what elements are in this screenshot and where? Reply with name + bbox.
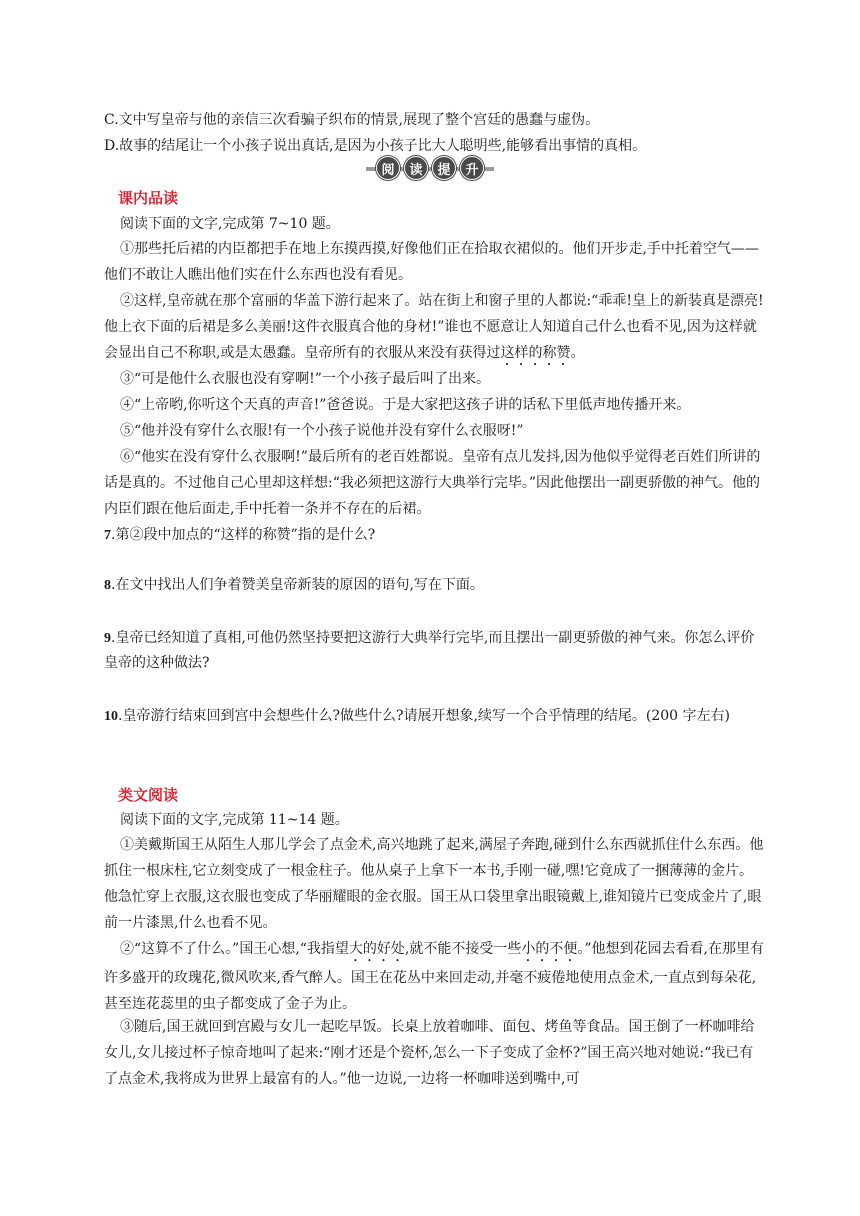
banner-char: 读	[404, 156, 428, 180]
section2-paragraph-2: ②“这算不了什么。”国王心想,“我指望大的好处,就不能不接受一些小的不便。”他想到花园去看看,在那里有许多盛开的玫瑰花,微风吹来,香气醉人。国王在花丛中来回走动,并毫不疲倦地使用点金术,一直点到每朵花,甚至连花蕊里的虫子都变成了金子为止。	[104, 941, 764, 1012]
section2-instruction: 阅读下面的文字,完成第 11~14 题。	[120, 812, 349, 828]
dotted-phrase: 这样的称赞	[500, 345, 571, 361]
reading-banner	[366, 156, 494, 180]
section1-instruction: 阅读下面的文字,完成第 7~10 题。	[120, 216, 340, 232]
section1-paragraph-3: ③“可是他什么衣服也没有穿啊!”一个小孩子最后叫了出来。	[120, 371, 490, 387]
section1-paragraph-4: ④“上帝哟,你听这个天真的声音!”爸爸说。于是大家把这孩子讲的话私下里低声地传播开来。	[120, 397, 691, 413]
dotted-phrase: 小的不便	[521, 941, 578, 957]
banner-char: 升	[460, 156, 484, 180]
question-9: 9.皇帝已经知道了真相,可他仍然坚持要把这游行大典举行完毕,而且摆出一副更骄傲的神气来。你怎么评价皇帝的这种做法?	[104, 630, 755, 671]
banner-char: 提	[432, 156, 456, 180]
dotted-phrase: 大的好处	[348, 941, 405, 957]
section1-paragraph-5: ⑤“他并没有穿什么衣服!有一个小孩子说他并没有穿什么衣服呀!”	[120, 423, 524, 439]
banner-char: 阅	[376, 156, 400, 180]
section2-paragraph-1: ①美戴斯国王从陌生人那儿学会了点金术,高兴地跳了起来,满屋子奔跑,碰到什么东西就抓住什么东西。他抓住一根床柱,它立刻变成了一根金柱子。他从桌子上拿下一本书,手刚一碰,嘿!它竟成了一捆薄薄的金片。他急忙穿上衣服,这衣服也变成了华丽耀眼的金衣服。国王从口袋里拿出眼镜戴上,谁知镜片已变成金片了,眼前一片漆黑,什么也看不见。	[104, 837, 764, 931]
section-title-leiwen: 类文阅读	[118, 786, 179, 804]
section1-paragraph-6: ⑥“他实在没有穿什么衣服啊!”最后所有的老百姓都说。皇帝有点儿发抖,因为他似乎觉得老百姓们所讲的话是真的。不过他自己心里却这样想:“我必须把这游行大典举行完毕。”因此他摆出一副更骄傲的神气。他的内臣们跟在他后面走,手中托着一条并不存在的后裙。	[104, 449, 761, 517]
section1-paragraph-2: ②这样,皇帝就在那个富丽的华盖下游行起来了。站在街上和窗子里的人都说:“乖乖!皇上的新装真是漂亮!他上衣下面的后裙是多么美丽!这件衣服真合他的身材!”谁也不愿意让人知道自己什么也看不见,因为这样就会显出自己不称职,或是太愚蠢。皇帝所有的衣服从来没有获得过这样的称赞。	[104, 293, 764, 361]
question-10: 10.皇帝游行结束回到宫中会想些什么?做些什么?请展开想象,续写一个合乎情理的结尾。(200 字左右)	[104, 708, 731, 724]
option-d: D.故事的结尾让一个小孩子说出真话,是因为小孩子比大人聪明些,能够看出事情的真相。	[104, 138, 647, 154]
question-8: 8.在文中找出人们争着赞美皇帝新装的原因的语句,写在下面。	[104, 577, 484, 593]
question-7: 7.第②段中加点的“这样的称赞”指的是什么?	[104, 527, 376, 543]
section2-paragraph-3: ③随后,国王就回到宫殿与女儿一起吃早饭。长桌上放着咖啡、面包、烤鱼等食品。国王倒了一杯咖啡给女儿,女儿接过杯子惊奇地叫了起来:“刚才还是个瓷杯,怎么一下子变成了金杯?”国王高兴地对她说:“我已有了点金术,我将成为世界上最富有的人。”他一边说,一边将一杯咖啡送到嘴中,可	[104, 1019, 755, 1087]
section-title-ketnei: 课内品读	[118, 189, 179, 207]
section1-paragraph-1: ①那些托后裙的内臣都把手在地上东摸西摸,好像他们正在拾取衣裙似的。他们开步走,手中托着空气——他们不敢让人瞧出他们实在什么东西也没有看见。	[104, 241, 759, 283]
option-c: C.文中写皇帝与他的亲信三次看骗子织布的情景,展现了整个宫廷的愚蠢与虚伪。	[104, 112, 600, 128]
